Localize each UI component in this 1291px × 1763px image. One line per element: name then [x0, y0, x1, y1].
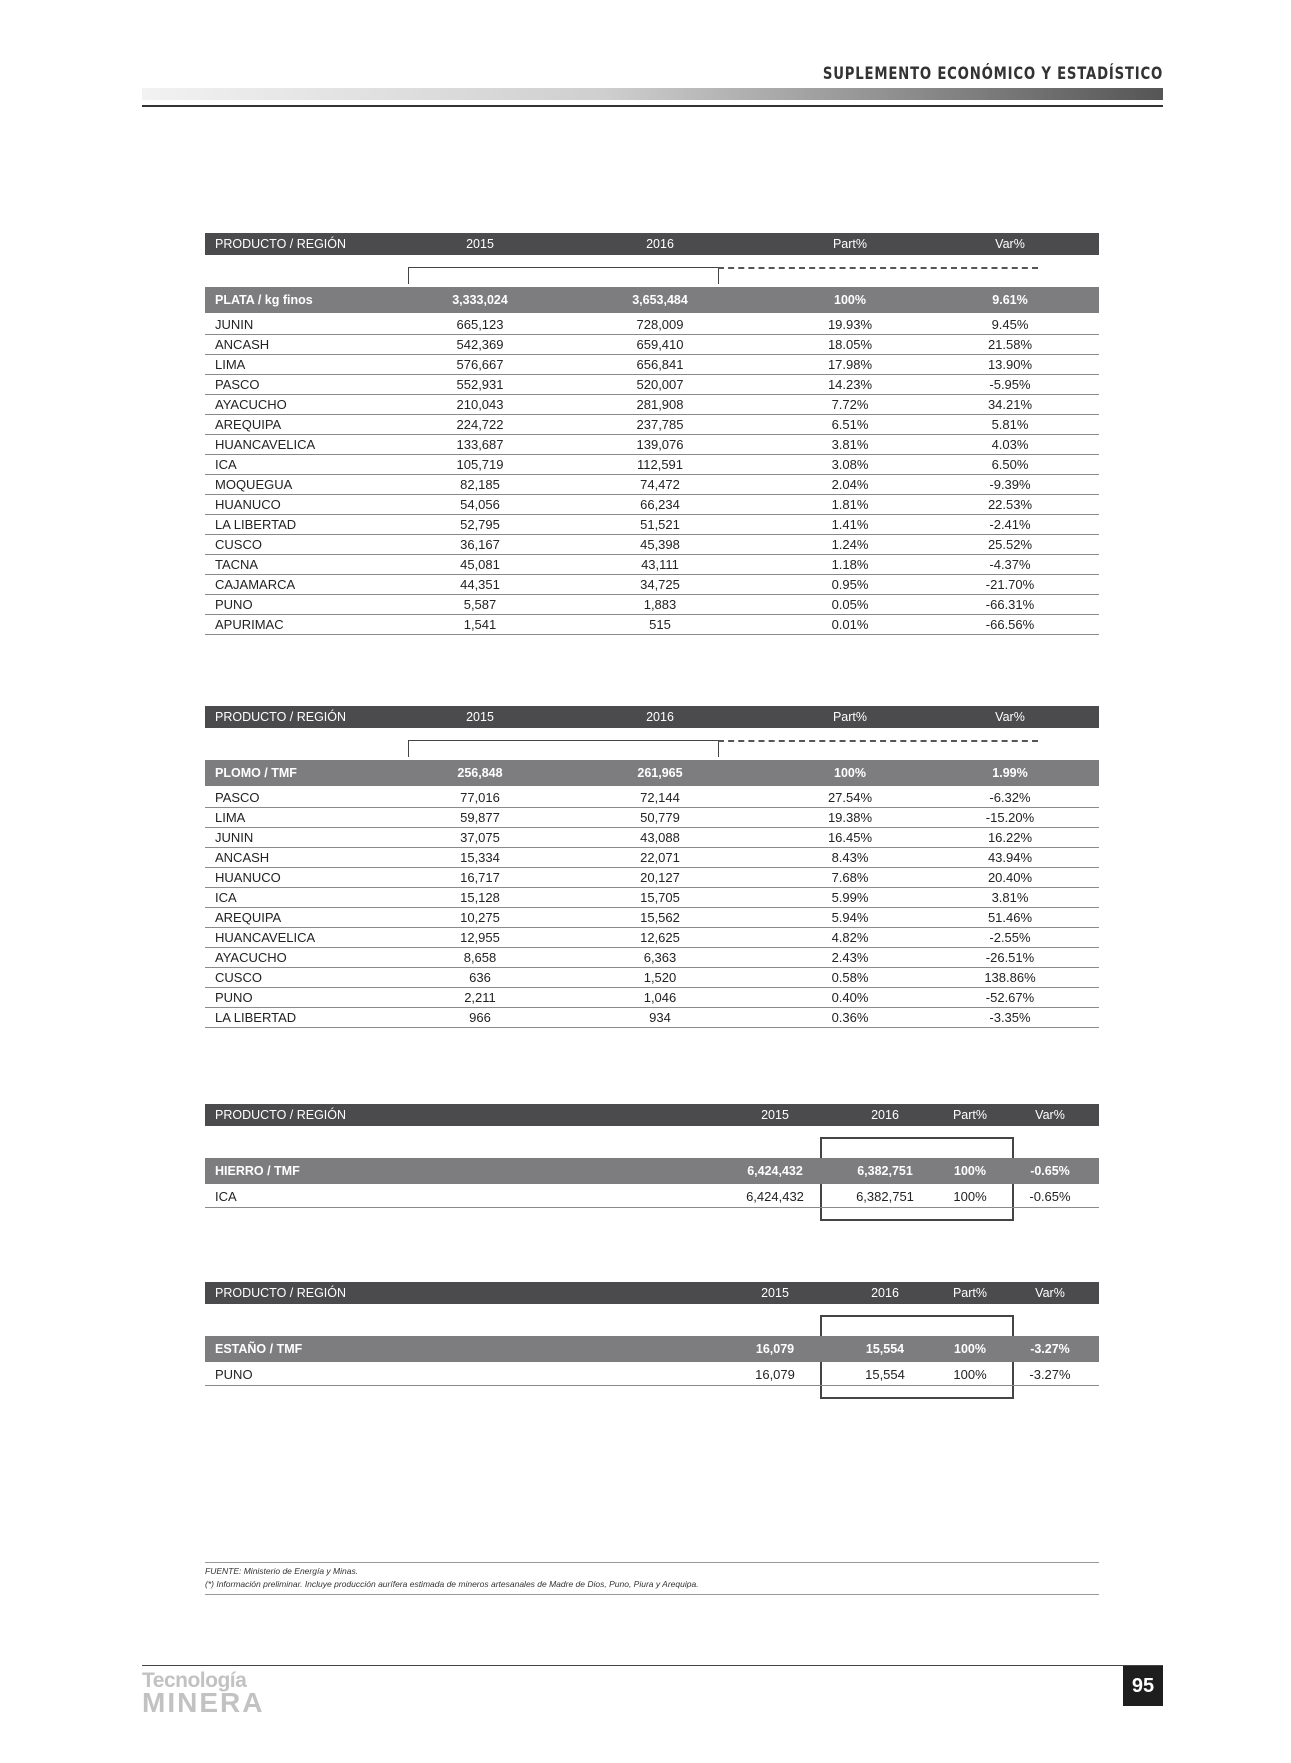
summary-value-2015-cell: 3,333,024	[452, 293, 508, 307]
var-cell: 21.58%	[987, 337, 1033, 352]
part-cell: 1.18%	[831, 557, 869, 572]
var-cell: 20.40%	[987, 870, 1033, 885]
region-cell: ICA	[215, 457, 237, 472]
table-row	[205, 1364, 1099, 1386]
var-cell: -6.32%	[989, 790, 1031, 805]
summary-value-2015-cell: 16,079	[755, 1342, 795, 1356]
var-cell: -66.56%	[985, 617, 1035, 632]
part-cell: 19.93%	[827, 317, 873, 332]
value-2015-cell: 15,128	[460, 890, 500, 905]
part-cell: 1.41%	[831, 517, 869, 532]
value-2015-cell: 1,541	[463, 617, 497, 632]
footer-rule	[142, 1665, 1163, 1666]
part-cell: 3.81%	[831, 437, 869, 452]
table-row	[205, 988, 1099, 1008]
part-cell: 2.43%	[831, 950, 869, 965]
value-2015-cell: 16,717	[460, 870, 500, 885]
summary-var-cell: 1.99%	[992, 766, 1028, 780]
value-2016-cell: 15,554	[865, 1367, 905, 1382]
region-cell: LA LIBERTAD	[215, 1010, 297, 1025]
table-header-row	[205, 233, 1099, 255]
table-row	[205, 1186, 1099, 1208]
footnote-note: (*) Información preliminar. Incluye producción aurífera estimada de mineros artesanales de Madre de Dios, Puno, Piura y Arequipa.	[205, 1579, 699, 1589]
part-cell: 16.45%	[827, 830, 873, 845]
region-cell: AREQUIPA	[215, 417, 282, 432]
value-2016-cell: 520,007	[636, 377, 684, 392]
year-2016-header: 2016	[646, 710, 674, 724]
value-2015-cell: 542,369	[456, 337, 504, 352]
table-row	[205, 575, 1099, 595]
year-2016-header: 2016	[646, 237, 674, 251]
value-2015-cell: 552,931	[456, 377, 504, 392]
part-cell: 5.94%	[831, 910, 869, 925]
region-cell: AYACUCHO	[215, 950, 287, 965]
value-2016-cell: 112,591	[636, 457, 684, 472]
product-label: HIERRO / TMF	[215, 1164, 300, 1178]
part-header: Part%	[952, 1108, 988, 1122]
var-cell: -2.41%	[989, 517, 1031, 532]
year-2016-header: 2016	[871, 1286, 899, 1300]
table-row	[205, 1008, 1099, 1028]
value-2016-cell: 281,908	[636, 397, 684, 412]
table-row	[205, 435, 1099, 455]
value-2015-cell: 52,795	[460, 517, 500, 532]
product-label: PLATA / kg finos	[215, 293, 313, 307]
part-cell: 0.95%	[831, 577, 869, 592]
region-cell: CUSCO	[215, 537, 262, 552]
part-cell: 3.08%	[831, 457, 869, 472]
part-cell: 0.05%	[831, 597, 869, 612]
value-2016-cell: 934	[649, 1010, 671, 1025]
summary-value-2016-cell: 6,382,751	[857, 1164, 913, 1178]
table-row	[205, 335, 1099, 355]
table-row	[205, 535, 1099, 555]
region-header: PRODUCTO / REGIÓN	[215, 237, 347, 251]
product-label: PLOMO / TMF	[215, 766, 297, 780]
summary-value-2015-cell: 256,848	[457, 766, 503, 780]
product-summary-row	[205, 1158, 1099, 1184]
value-2015-cell: 133,687	[456, 437, 504, 452]
region-cell: HUANUCO	[215, 870, 281, 885]
part-cell: 27.54%	[827, 790, 873, 805]
product-label: ESTAÑO / TMF	[215, 1342, 303, 1356]
part-cell: 0.40%	[831, 990, 869, 1005]
dashed-line-decoration	[718, 267, 1038, 269]
region-cell: ANCASH	[215, 850, 270, 865]
value-2016-cell: 66,234	[640, 497, 680, 512]
value-2015-cell: 6,424,432	[746, 1189, 804, 1204]
year-2015-header: 2015	[761, 1108, 789, 1122]
part-cell: 100%	[953, 1367, 987, 1382]
table-row	[205, 808, 1099, 828]
year-2016-header: 2016	[871, 1108, 899, 1122]
part-cell: 18.05%	[827, 337, 873, 352]
region-cell: PUNO	[215, 597, 253, 612]
var-cell: 4.03%	[991, 437, 1029, 452]
region-cell: CUSCO	[215, 970, 262, 985]
footnote-rule-bottom	[205, 1594, 1099, 1595]
region-cell: HUANUCO	[215, 497, 281, 512]
value-2015-cell: 224,722	[456, 417, 504, 432]
value-2016-cell: 659,410	[636, 337, 684, 352]
part-cell: 19.38%	[827, 810, 873, 825]
product-summary-row	[205, 760, 1099, 786]
table-header-row	[205, 1104, 1099, 1126]
var-cell: 43.94%	[987, 850, 1033, 865]
production-table	[205, 233, 1099, 639]
value-2016-cell: 15,705	[640, 890, 680, 905]
value-2016-cell: 43,088	[640, 830, 680, 845]
var-cell: -5.95%	[989, 377, 1031, 392]
value-2015-cell: 37,075	[460, 830, 500, 845]
value-2015-cell: 210,043	[456, 397, 504, 412]
value-2016-cell: 72,144	[640, 790, 680, 805]
region-cell: JUNIN	[215, 830, 254, 845]
table-row	[205, 928, 1099, 948]
production-table	[205, 706, 1099, 1032]
region-cell: TACNA	[215, 557, 259, 572]
value-2016-cell: 515	[649, 617, 671, 632]
var-cell: 13.90%	[987, 357, 1033, 372]
table-row	[205, 515, 1099, 535]
value-2015-cell: 665,123	[456, 317, 504, 332]
value-2015-cell: 54,056	[460, 497, 500, 512]
value-2016-cell: 1,520	[643, 970, 677, 985]
var-cell: -21.70%	[985, 577, 1035, 592]
part-cell: 100%	[953, 1189, 987, 1204]
table-row	[205, 848, 1099, 868]
var-cell: 16.22%	[987, 830, 1033, 845]
product-summary-row	[205, 1336, 1099, 1362]
var-cell: 5.81%	[991, 417, 1029, 432]
part-cell: 17.98%	[827, 357, 873, 372]
table-row	[205, 395, 1099, 415]
table-row	[205, 948, 1099, 968]
page-footer	[142, 1665, 1163, 1725]
table-row	[205, 315, 1099, 335]
var-cell: -52.67%	[985, 990, 1035, 1005]
summary-var-cell: 9.61%	[992, 293, 1028, 307]
logo-text-top: Tecnología	[142, 1669, 247, 1692]
value-2015-cell: 82,185	[460, 477, 500, 492]
var-cell: 6.50%	[991, 457, 1029, 472]
region-cell: ANCASH	[215, 337, 270, 352]
header-title: SUPLEMENTO ECONÓMICO Y ESTADÍSTICO	[822, 64, 1163, 84]
table-row	[205, 615, 1099, 635]
var-header: Var%	[1035, 1286, 1065, 1300]
value-2015-cell: 966	[469, 1010, 491, 1025]
var-header: Var%	[1035, 1108, 1065, 1122]
bracket-decoration	[408, 267, 719, 284]
page-number: 95	[1123, 1666, 1163, 1706]
table-header-row	[205, 1282, 1099, 1304]
region-cell: PASCO	[215, 790, 260, 805]
value-2016-cell: 50,779	[640, 810, 680, 825]
region-cell: ICA	[215, 1189, 237, 1204]
value-2015-cell: 2,211	[464, 990, 496, 1005]
value-2015-cell: 36,167	[460, 537, 500, 552]
value-2016-cell: 43,111	[641, 557, 679, 572]
value-2015-cell: 15,334	[460, 850, 500, 865]
region-cell: PASCO	[215, 377, 260, 392]
table-row	[205, 908, 1099, 928]
value-2015-cell: 576,667	[456, 357, 504, 372]
value-2016-cell: 51,521	[640, 517, 680, 532]
value-2016-cell: 74,472	[640, 477, 680, 492]
header-gradient-bar	[142, 88, 1163, 100]
value-2016-cell: 6,363	[643, 950, 677, 965]
var-cell: 22.53%	[987, 497, 1033, 512]
summary-value-2016-cell: 3,653,484	[632, 293, 688, 307]
value-2015-cell: 10,275	[460, 910, 500, 925]
region-cell: HUANCAVELICA	[215, 437, 316, 452]
table-row	[205, 828, 1099, 848]
part-cell: 4.82%	[831, 930, 869, 945]
value-2016-cell: 34,725	[640, 577, 680, 592]
var-header: Var%	[995, 237, 1025, 251]
var-cell: 3.81%	[991, 890, 1029, 905]
region-cell: ICA	[215, 890, 237, 905]
region-cell: PUNO	[215, 1367, 253, 1382]
part-header: Part%	[952, 1286, 988, 1300]
part-header: Part%	[832, 710, 868, 724]
table-row	[205, 595, 1099, 615]
var-cell: -66.31%	[985, 597, 1035, 612]
part-cell: 2.04%	[831, 477, 869, 492]
value-2016-cell: 656,841	[636, 357, 684, 372]
var-cell: 25.52%	[987, 537, 1033, 552]
year-2015-header: 2015	[761, 1286, 789, 1300]
summary-part-cell: 100%	[954, 1342, 986, 1356]
region-cell: AYACUCHO	[215, 397, 287, 412]
summary-value-2016-cell: 261,965	[637, 766, 683, 780]
value-2015-cell: 5,587	[463, 597, 497, 612]
table-row	[205, 455, 1099, 475]
footnote-rule-top	[205, 1562, 1099, 1563]
var-cell: 51.46%	[987, 910, 1033, 925]
summary-value-2015-cell: 6,424,432	[747, 1164, 803, 1178]
production-table	[205, 1282, 1099, 1390]
value-2016-cell: 45,398	[640, 537, 680, 552]
region-cell: MOQUEGUA	[215, 477, 293, 492]
region-header: PRODUCTO / REGIÓN	[215, 710, 347, 724]
summary-part-cell: 100%	[834, 293, 866, 307]
value-2015-cell: 77,016	[460, 790, 500, 805]
value-2016-cell: 1,046	[643, 990, 677, 1005]
region-cell: CAJAMARCA	[215, 577, 296, 592]
var-cell: -4.37%	[989, 557, 1031, 572]
table-row	[205, 475, 1099, 495]
header-rule	[142, 105, 1163, 107]
region-header: PRODUCTO / REGIÓN	[215, 1108, 347, 1122]
var-cell: -3.27%	[1029, 1367, 1071, 1382]
var-cell: -9.39%	[989, 477, 1031, 492]
year-2015-header: 2015	[466, 710, 494, 724]
value-2015-cell: 59,877	[460, 810, 500, 825]
part-cell: 14.23%	[827, 377, 873, 392]
part-cell: 6.51%	[831, 417, 869, 432]
value-2015-cell: 44,351	[460, 577, 500, 592]
summary-var-cell: -0.65%	[1030, 1164, 1070, 1178]
value-2015-cell: 8,658	[463, 950, 497, 965]
part-cell: 0.01%	[831, 617, 869, 632]
production-table	[205, 1104, 1099, 1212]
part-cell: 0.58%	[831, 970, 869, 985]
part-cell: 1.24%	[831, 537, 869, 552]
value-2016-cell: 139,076	[636, 437, 684, 452]
region-cell: HUANCAVELICA	[215, 930, 316, 945]
var-cell: -2.55%	[989, 930, 1031, 945]
logo-text-bottom: MINERA	[142, 1687, 265, 1718]
table-row	[205, 555, 1099, 575]
product-summary-row	[205, 287, 1099, 313]
region-cell: PUNO	[215, 990, 253, 1005]
table-row	[205, 415, 1099, 435]
table-header-row	[205, 706, 1099, 728]
value-2016-cell: 20,127	[640, 870, 680, 885]
value-2016-cell: 1,883	[643, 597, 677, 612]
region-cell: JUNIN	[215, 317, 254, 332]
part-cell: 7.68%	[831, 870, 869, 885]
value-2016-cell: 728,009	[636, 317, 684, 332]
region-cell: LIMA	[215, 357, 246, 372]
value-2016-cell: 6,382,751	[856, 1189, 914, 1204]
summary-part-cell: 100%	[954, 1164, 986, 1178]
part-header: Part%	[832, 237, 868, 251]
region-header: PRODUCTO / REGIÓN	[215, 1286, 347, 1300]
value-2015-cell: 105,719	[456, 457, 504, 472]
table-row	[205, 968, 1099, 988]
summary-part-cell: 100%	[834, 766, 866, 780]
region-cell: LIMA	[215, 810, 246, 825]
year-2015-header: 2015	[466, 237, 494, 251]
value-2015-cell: 12,955	[460, 930, 500, 945]
var-header: Var%	[995, 710, 1025, 724]
bracket-decoration	[408, 740, 719, 757]
region-cell: AREQUIPA	[215, 910, 282, 925]
var-cell: -15.20%	[985, 810, 1035, 825]
var-cell: -26.51%	[985, 950, 1035, 965]
summary-value-2016-cell: 15,554	[865, 1342, 905, 1356]
part-cell: 0.36%	[831, 1010, 869, 1025]
value-2016-cell: 12,625	[640, 930, 680, 945]
table-row	[205, 375, 1099, 395]
part-cell: 1.81%	[831, 497, 869, 512]
var-cell: 34.21%	[987, 397, 1033, 412]
footnote-source: FUENTE: Ministerio de Energía y Minas.	[205, 1566, 359, 1576]
value-2016-cell: 22,071	[640, 850, 680, 865]
var-cell: -0.65%	[1029, 1189, 1071, 1204]
part-cell: 8.43%	[831, 850, 869, 865]
page-header	[142, 64, 1163, 108]
var-cell: -3.35%	[989, 1010, 1031, 1025]
part-cell: 5.99%	[831, 890, 869, 905]
value-2015-cell: 45,081	[460, 557, 500, 572]
value-2015-cell: 636	[469, 970, 491, 985]
table-row	[205, 788, 1099, 808]
table-row	[205, 888, 1099, 908]
table-row	[205, 868, 1099, 888]
table-row	[205, 355, 1099, 375]
table-row	[205, 495, 1099, 515]
value-2016-cell: 237,785	[636, 417, 684, 432]
summary-var-cell: -3.27%	[1030, 1342, 1070, 1356]
region-cell: APURIMAC	[215, 617, 284, 632]
dashed-line-decoration	[718, 740, 1038, 742]
region-cell: LA LIBERTAD	[215, 517, 297, 532]
var-cell: 138.86%	[984, 970, 1036, 985]
value-2015-cell: 16,079	[755, 1367, 795, 1382]
var-cell: 9.45%	[991, 317, 1029, 332]
part-cell: 7.72%	[831, 397, 869, 412]
value-2016-cell: 15,562	[640, 910, 680, 925]
